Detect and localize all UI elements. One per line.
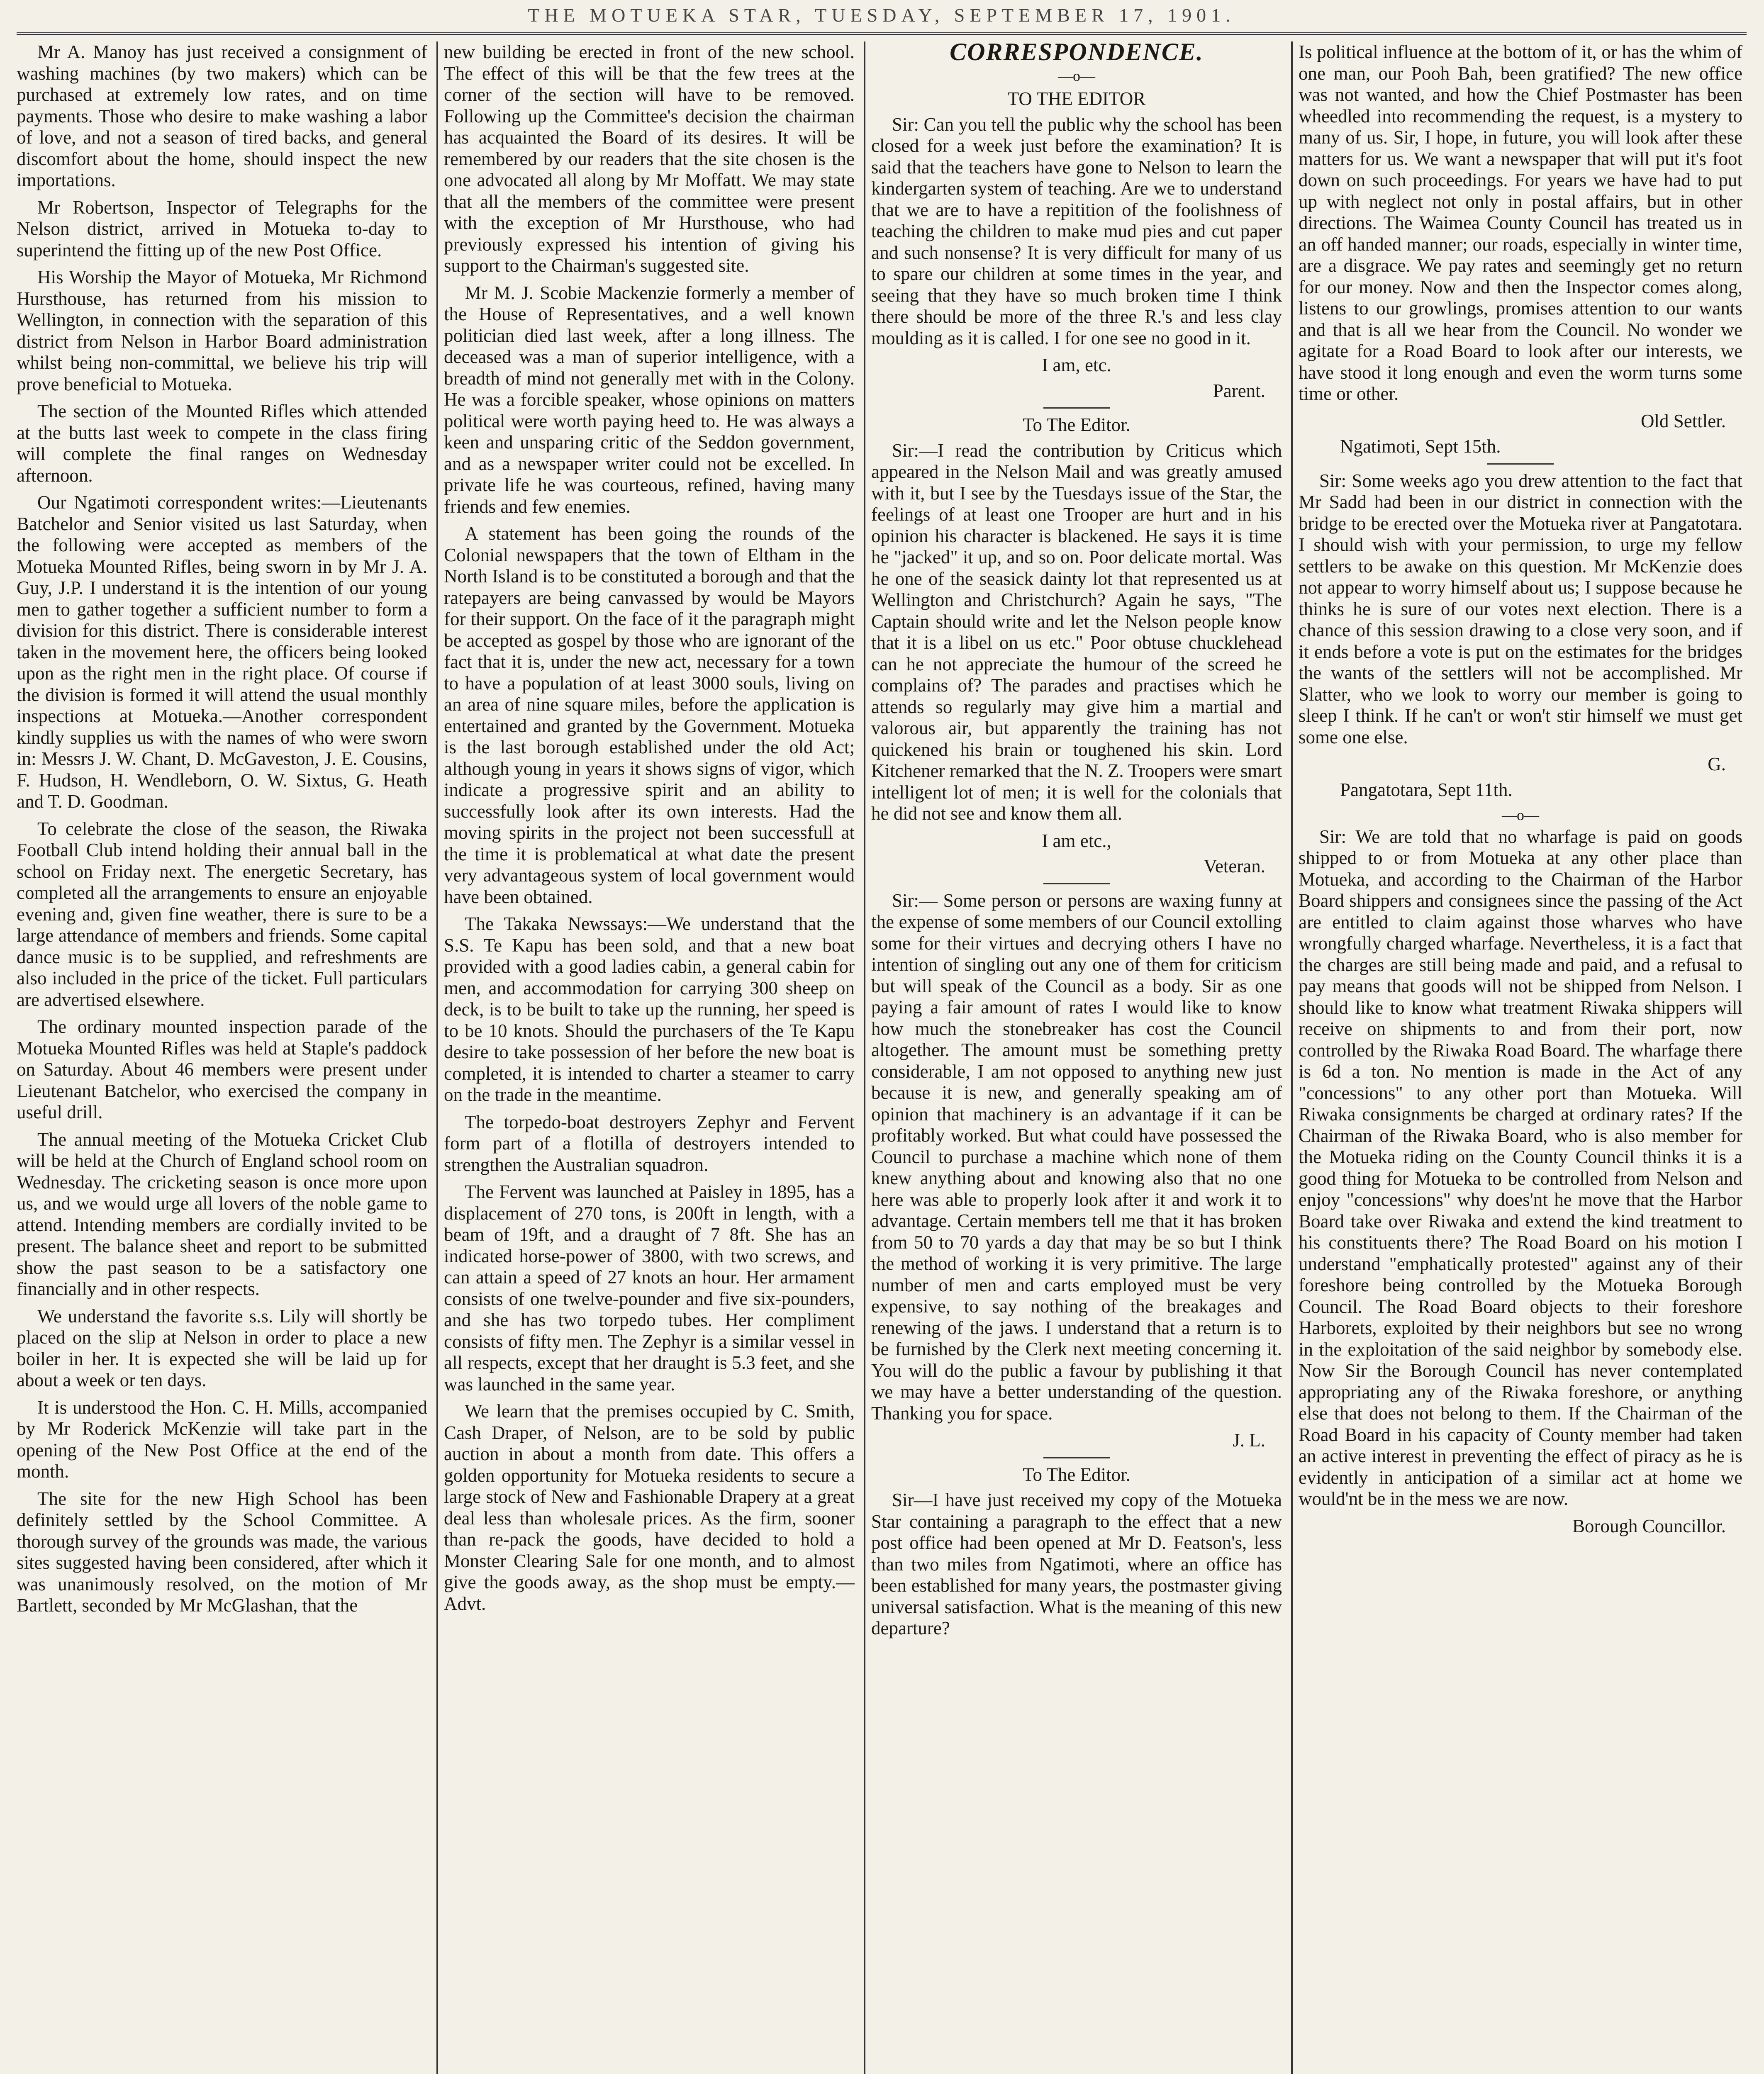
column-3: [871, 41, 1282, 2074]
letter-body: Is political influence at the bottom of it, or has the whim of one man, our Pooh Bah, been gratified? The new office was not wanted, and how the Chief Postmaster has been wheedled into recommending the request, is a mystery to many of us. Sir, I hope, in future, you will look after these matters for us. We want a newspaper that will put it's foot down on such proceedings. For years we have had to put up with neglect not only in postal affairs, but in other directions. The Waimea County Council has treated us in an off handed manner; our roads, especially in winter time, are a disgrace. We pay rates and seemingly get no return for our money. Now and then the Inspector comes along, listens to our growlings, promises attention to our wants and that is all we hear from the Council. No wonder we agitate for a Road Board to look after our interests, we have stood it long enough and even the worm turns some time or other.: [1299, 41, 1742, 404]
news-item: Mr A. Manoy has just received a consignment of washing machines (by two makers) which can be purchased at extremely low rates, and on time payments. Those who desire to make washing a labor of love, and not a season of tired backs, and general discomfort about the home, should inspect the new importations.: [17, 41, 427, 190]
news-item: The Takaka Newssays:—We understand that the S.S. Te Kapu has been sold, and that a new boat provided with a good ladies cabin, a general cabin for men, and accommodation for carrying 300 sheep on deck, is to be built to take up the running, her speed is to be 10 knots. Should the purchasers of the Te Kapu desire to take possession of her before the new boat is completed, it is intended to charter a steamer to carry on the trade in the meantime.: [444, 913, 855, 1105]
letter-signature: J. L.: [1233, 1430, 1265, 1451]
column-rule: [436, 41, 438, 2074]
letter-signature: Old Settler.: [1641, 410, 1726, 431]
news-item: We learn that the premises occupied by C. Smith, Cash Draper, of Nelson, are to be sold by public auction in about a month from date. This offers a golden opportunity for Motueka residents to secure a large stock of New and Fashionable Drapery at a great deal less than wholesale prices. As the firm, sooner than re-pack the goods, have decided to hold a Monster Clearing Sale for one month, and to almost give the goods away, as the shop must be empty.—Advt.: [444, 1401, 855, 1614]
news-item: We understand the favorite s.s. Lily will shortly be placed on the slip at Nelson in order to place a new boiler in her. It is expected she will be laid up for about a week or ten days.: [17, 1305, 427, 1390]
masthead-rule: [17, 32, 1747, 35]
news-item: The ordinary mounted inspection parade of the Motueka Mounted Rifles was held at Staple's paddock on Saturday. About 46 members were present under Lieutenant Batchelor, who exercised the company in useful drill.: [17, 1016, 427, 1122]
letter-body: Sir: We are told that no wharfage is paid on goods shipped to or from Motueka at any other place than Motueka, and according to the Chairman of the Harbor Board shippers and consignees since the passing of the Act are entitled to claim against those wharves who have wrongfully charged wharfage. Nevertheless, it is a fact that the charges are still being made and paid, and a refusal to pay means that goods will not be shipped from Nelson. I should like to know what treatment Riwaka shippers will receive on shipments to and from their port, now controlled by the Riwaka Road Board. The wharfage there is 6d a ton. No mention is made in the Act of any "concessions" to any other port than Motueka. Will Riwaka consignments be charged at ordinary rates? If the Chairman of the Riwaka Board, who is also member for the Motueka riding on the County Council thinks it is a good thing for Motueka to be controlled from Nelson and enjoy "concessions" why does'nt he move that the Harbor Board take over Riwaka and extend the kind treatment to his constituents there? The Road Board on his motion I understand "emphatically protested" against any of their foreshore being controlled by the Motueka Borough Council. The Road Board objects to their foreshore Harborets, exploited by their neighbors but see no wrong in the exploitation of the said neighbor by somebody else. Now Sir the Borough Council has never contemplated appropriating any of the Riwaka foreshore, or anything else that does not belong to them. If the Chairman of the Road Board in his capacity of County member had taken an active interest in preventing the effect of piracy as he is evidently in anticipation of a similar act at home we would'nt be in the mess we are now.: [1299, 826, 1742, 1509]
letter-dateline: Ngatimoti, Sept 15th.: [1340, 436, 1501, 457]
news-item: new building be erected in front of the new school. The effect of this will be that the few trees at the corner of the section will have to be removed. Following up the Committee's decision the chairman has acquainted the Board of its desires. It will be remembered by our readers that the site chosen is the one advocated all along by Mr Moffatt. We may state that all the members of the committee were present with the exception of Mr Hursthouse, who had previously expressed his intention of giving his support to the Chairman's suggested site.: [444, 41, 855, 276]
letter-body: Sir: Some weeks ago you drew attention to the fact that Mr Sadd had been in our district in connection with the bridge to be erected over the Motueka river at Pangatotara. I should wish with your permission, to urge my fellow settlers to be awake on this question. Mr McKenzie does not appear to worry himself about us; I suppose because he thinks he is sure of our votes next election. There is a chance of this session drawing to a close very soon, and if it ends before a vote is put on the estimates for the bridges the wants of the settlers will not be accomplished. Mr Slatter, who we look to worry our member is going to sleep I think. If he can't or won't stir himself we must get some one else.: [1299, 470, 1742, 747]
masthead: THE MOTUEKA STAR, TUESDAY, SEPTEMBER 17, 1901.: [528, 5, 1235, 26]
section-heading: CORRESPONDENCE.: [950, 41, 1204, 66]
letter-body: Sir: Can you tell the public why the school has been closed for a week just before the examination? It is said that the teachers have gone to Nelson to learn the kindergarten system of teaching. Are we to understand that we are to have a repitition of the foolishness of teaching the children to make mud pies and cut paper and such nonsense? It is very difficult for many of us to spare our children at some times in the year, and seeing that they have so much broken time I think there should be more of the three R.'s and less clay moulding as it is called. I for one see no good in it.: [871, 114, 1282, 348]
column-2: [444, 41, 855, 2074]
letter-dateline: Pangatotara, Sept 11th.: [1340, 779, 1513, 800]
letter-heading: To The Editor.: [1023, 1464, 1131, 1485]
column-4: [1299, 41, 1742, 2074]
news-item: To celebrate the close of the season, the Riwaka Football Club intend holding their annual ball in the school on Friday next. The energetic Secretary, has completed all the arrangements to ensure an enjoyable evening and, given fine weather, there is sure to be a large attendance of members and friends. Some capital dance music is to be supplied, and refreshments are also included in the price of the ticket. Full particulars are advertised elsewhere.: [17, 818, 427, 1010]
letter-signoff: I am, etc.: [1042, 355, 1111, 375]
news-item: Mr Robertson, Inspector of Telegraphs for the Nelson district, arrived in Motueka to-day to superintend the fitting up of the new Post Office.: [17, 197, 427, 260]
letter-signature: Parent.: [1213, 380, 1265, 401]
column-1: [17, 41, 427, 2074]
letter-signature: Borough Councillor.: [1572, 1515, 1726, 1536]
column-rule: [1291, 41, 1293, 2074]
separator: [1043, 407, 1110, 409]
news-item: Our Ngatimoti correspondent writes:—Lieutenants Batchelor and Senior visited us last Saturday, when the following were accepted as members of the Motueka Mounted Rifles, being sworn in by Mr J. A. Guy, J.P. I understand it is the intention of our young men to gather together a sufficient number to form a division for this district. There is considerable interest taken in the movement here, the officers being looked upon as the right men in the right place. Of course if the division is formed it will attend the usual monthly inspections at Motueka.—Another correspondent kindly supplies us with the names of who were sworn in: Messrs J. W. Chant, D. McGaveston, J. E. Cousins, F. Hudson, H. Wendleborn, O. W. Sixtus, G. Heath and T. D. Goodman.: [17, 492, 427, 812]
news-item: His Worship the Mayor of Motueka, Mr Richmond Hursthouse, has returned from his mission to Wellington, in connection with the separation of this district from Nelson in Harbor Board administration whilst being non-committal, we believe his trip will prove beneficial to Motueka.: [17, 267, 427, 394]
news-item: A statement has been going the rounds of the Colonial newspapers that the town of Eltham in the North Island is to be constituted a borough and that the ratepayers are being canvassed by would be Mayors for their support. On the face of it the paragraph might be accepted as gospel by those who are ignorant of the fact that it is, under the new act, necessary for a town to have a population of at least 3000 souls, living on an area of nine square miles, before the application is entertained and granted by the Government. Motueka is the last borough established under the old Act; although young in years it shows signs of vigor, which indicate a progressive spirit and an ability to successfully look after its own interests. Had the moving spirits in the project not been successfull at the time it is problematical at what date the present very advantageous system of local government would have been obtained.: [444, 523, 855, 907]
letter-body: Sir:— Some person or persons are waxing funny at the expense of some members of our Council extolling some for their virtues and decrying others I have no intention of singling out any one of them for criticism but will speak of the Council as a body. Sir as one paying a fair amount of rates I would like to know how much the stonebreaker has cost the Council altogether. The amount must be something pretty considerable, I am not opposed to anything new just because it is new, and generally speaking am of opinion that machinery is an advantage if it can be profitably worked. But what could have possessed the Council to purchase a machine which none of them knew anything about and knowing also that no one here was able to properly look after it and work it to advantage. Certain members tell me that it has broken from 50 to 70 yards a day that may be so but I think the method of working it is very primitive. The large number of men and carts employed must be very expensive, to say nothing of the breakages and renewing of the jaws. I understand that a return is to be furnished by the Clerk next meeting concerning it. You will do the public a favour by publishing it that we may have a better understanding of the question. Thanking you for space.: [871, 890, 1282, 1424]
news-item: Mr M. J. Scobie Mackenzie formerly a member of the House of Representatives, and a well known politician died last week, after a long illness. The deceased was a man of superior intelligence, with a breadth of mind not generally met with in the Colony. He was a forcible speaker, whose opinions on matters political were worth paying heed to. He was always a keen and unsparing critic of the Seddon government, and as a newspaper writer could not be excelled. In private life he was courteous, refined, having many friends and few enemies.: [444, 282, 855, 517]
ornament: —o—: [1058, 67, 1095, 84]
letter-body: Sir:—I read the contribution by Criticus which appeared in the Nelson Mail and was greatly amused with it, but I see by the Tuesdays issue of the Star, the feelings of at least one Trooper are hurt and in his opinion his character is blackened. He says it is time he "jacked" it up, and so on. Poor delicate mortal. Was he one of the seasick dainty lot that represented us at Wellington and Christchurch? Again he says, "The Captain should write and let the Nelson people know that it is a libel on us etc." Poor obtuse chucklehead can he not appreciate the humour of the screed he complains of? The parades and practises which he attends so regularly may give him a martial and valorous air, but apparently the training has not quickened his brain or toughened his skin. Lord Kitchener remarked that the N. Z. Troopers were smart intelligent lot of men; it is well for the colonials that he did not see and know them all.: [871, 440, 1282, 824]
separator: [1487, 463, 1554, 465]
ornament: —o—: [1502, 807, 1539, 823]
news-item: The site for the new High School has been definitely settled by the School Committee. A thorough survey of the grounds was made, the various sites suggested having been considered, after which it was unanimously resolved, on the motion of Mr Bartlett, seconded by Mr McGlashan, that the: [17, 1488, 427, 1616]
separator: [1043, 1457, 1110, 1458]
news-item: The annual meeting of the Motueka Cricket Club will be held at the Church of England school room on Wednesday. The cricketing season is once more upon us, and we would urge all lovers of the noble game to attend. Intending members are cordially invited to be present. The balance sheet and report to be submitted show the past season to be a satisfactory one financially and in other respects.: [17, 1129, 427, 1299]
letter-signature: G.: [1708, 754, 1726, 774]
news-item: The Fervent was launched at Paisley in 1895, has a displacement of 270 tons, is 200ft in length, with a beam of 19ft, and a draught of 7 8ft. She has an indicated horse-power of 3800, with two screws, and can attain a speed of 27 knots an hour. Her armament consists of one twelve-pounder and five six-pounders, and she has two torpedo tubes. Her compliment consists of fifty men. The Zephyr is a similar vessel in all respects, except that her draught is 5.3 feet, and she was launched in the same year.: [444, 1181, 855, 1395]
letter-body: Sir—I have just received my copy of the Motueka Star containing a paragraph to the effect that a new post office had been opened at Mr D. Featson's, less than two miles from Ngatimoti, where an office has been established for many years, the postmaster giving universal satisfaction. What is the meaning of this new departure?: [871, 1490, 1282, 1638]
letter-signoff: I am etc.,: [1042, 830, 1111, 851]
letter-heading: TO THE EDITOR: [1007, 88, 1146, 109]
news-item: It is understood the Hon. C. H. Mills, accompanied by Mr Roderick McKenzie will take part in the opening of the New Post Office at the end of the month.: [17, 1397, 427, 1482]
separator: [1043, 883, 1110, 884]
news-item: The torpedo-boat destroyers Zephyr and Fervent form part of a flotilla of destroyers intended to strengthen the Australian squadron.: [444, 1111, 855, 1175]
column-rule: [864, 41, 865, 2074]
letter-signature: Veteran.: [1204, 856, 1265, 876]
letter-heading: To The Editor.: [1023, 414, 1131, 435]
news-item: The section of the Mounted Rifles which attended at the butts last week to compete in the class firing will complete the final ranges on Wednesday afternoon.: [17, 401, 427, 486]
